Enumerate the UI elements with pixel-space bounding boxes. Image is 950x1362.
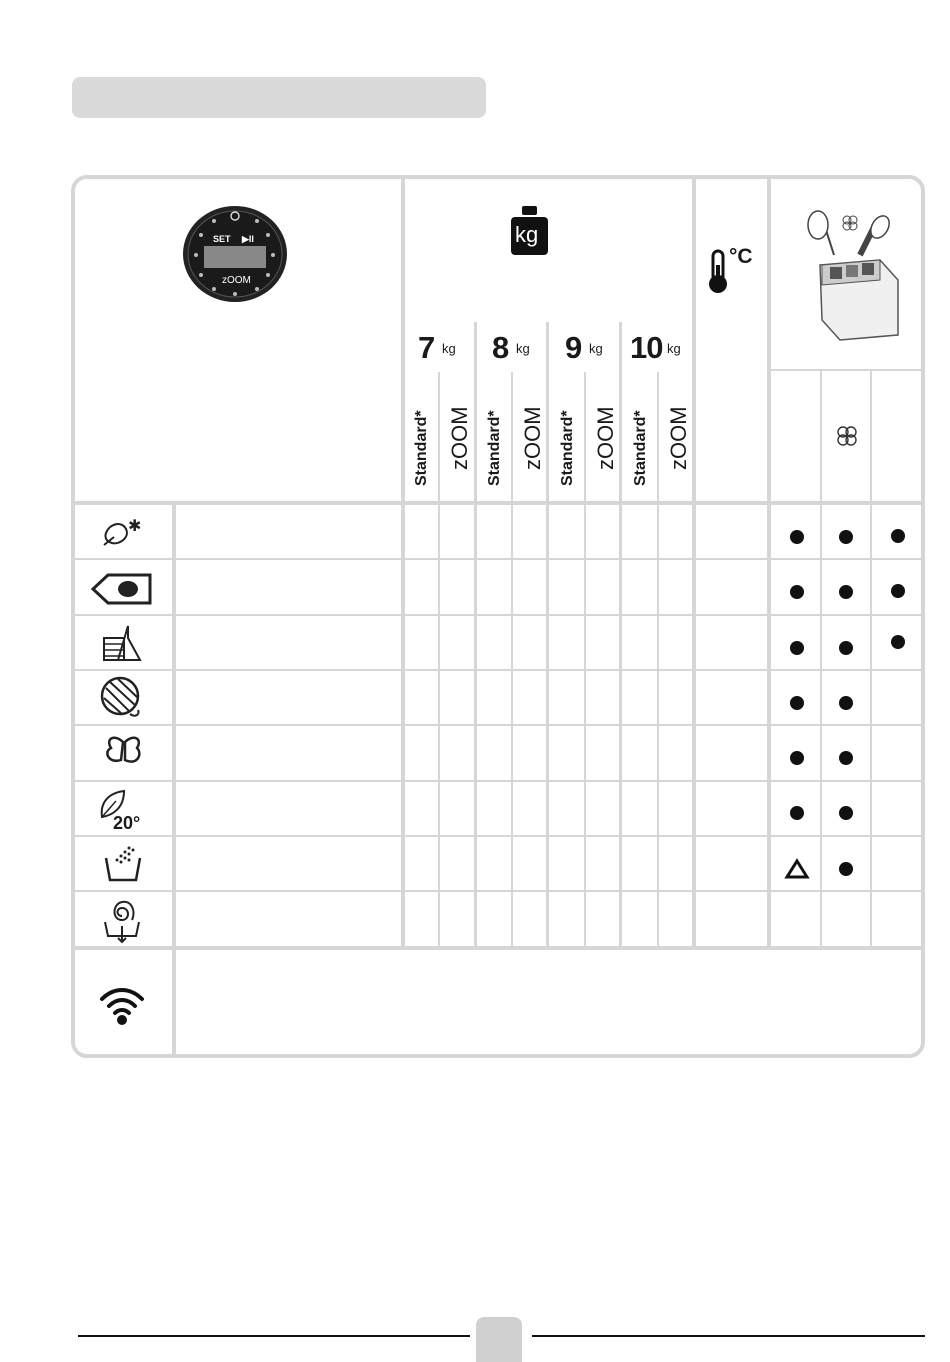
detergent-dot <box>839 641 853 655</box>
zoom-logo: zOOM <box>222 275 251 286</box>
zoom-label-7kg: zOOM <box>447 406 472 470</box>
grid-line <box>511 372 513 947</box>
play-pause-label: ▶II <box>242 234 254 244</box>
mixed-clean-icon <box>100 622 144 664</box>
spin-drain-icon <box>102 896 142 944</box>
standard-label-7kg: Standard* <box>413 410 430 486</box>
detergent-dot <box>839 751 853 765</box>
page-number-tab <box>476 1317 522 1362</box>
grid-line <box>75 501 921 505</box>
grid-line <box>820 370 822 947</box>
detergent-dot <box>839 696 853 710</box>
grid-line <box>584 372 586 947</box>
grid-line <box>619 322 622 947</box>
grid-line <box>75 614 921 616</box>
grid-line <box>75 835 921 837</box>
thermometer-icon <box>707 249 731 294</box>
detergent-dot <box>790 696 804 710</box>
grid-line <box>75 558 921 560</box>
wool-yarn-icon <box>100 676 142 720</box>
detergent-dot <box>891 584 905 598</box>
detergent-dot <box>891 635 905 649</box>
detergent-dot <box>790 530 804 544</box>
svg-text:✱: ✱ <box>128 518 142 535</box>
wifi-icon <box>98 985 146 1027</box>
standard-label-10kg: Standard* <box>632 410 649 486</box>
eco-20-label: 20° <box>113 813 141 833</box>
grid-line <box>870 370 872 947</box>
standard-label-8kg: Standard* <box>486 410 503 486</box>
rinse-icon <box>103 844 143 882</box>
softener-flower-icon <box>834 424 860 448</box>
grid-line <box>75 724 921 726</box>
control-dial-icon <box>182 205 288 303</box>
zoom-label-8kg: zOOM <box>520 406 545 470</box>
grid-line <box>75 946 921 950</box>
kg-icon-label: kg <box>515 222 539 247</box>
standard-label-9kg: Standard* <box>559 410 576 486</box>
zoom-label-10kg: zOOM <box>666 406 691 470</box>
detergent-dot <box>839 806 853 820</box>
detergent-dot <box>790 751 804 765</box>
zoom-label-9kg: zOOM <box>593 406 618 470</box>
footer-line-left <box>78 1335 470 1337</box>
grid-line <box>767 179 771 947</box>
grid-line <box>438 372 440 947</box>
grid-line <box>657 372 659 947</box>
detergent-dot <box>839 585 853 599</box>
detergent-dot <box>790 585 804 599</box>
set-label: SET <box>213 234 231 244</box>
load-7-unit: kg <box>442 341 456 356</box>
grid-line <box>172 503 176 1054</box>
grid-line <box>401 179 405 947</box>
grid-line <box>546 322 549 947</box>
grid-line <box>75 669 921 671</box>
load-10-unit: kg <box>667 341 681 356</box>
hygiene-icon <box>100 515 146 549</box>
load-10-number: 10 <box>630 330 663 365</box>
footer-line-right <box>532 1335 925 1337</box>
detergent-dot <box>790 806 804 820</box>
detergent-dot <box>839 530 853 544</box>
detergent-dot <box>790 641 804 655</box>
grid-line <box>771 369 921 371</box>
butterfly-delicates-icon <box>103 734 143 772</box>
grid-line <box>75 780 921 782</box>
load-8-unit: kg <box>516 341 530 356</box>
section-title-bar <box>72 77 486 118</box>
detergent-drawer-icon <box>800 205 900 345</box>
grid-line <box>692 179 696 947</box>
grid-line <box>474 322 477 947</box>
load-9-unit: kg <box>589 341 603 356</box>
weight-kg-icon <box>511 206 548 255</box>
load-8-number: 8 <box>492 330 509 365</box>
load-9-number: 9 <box>565 330 582 365</box>
detergent-dot <box>839 862 853 876</box>
load-7-number: 7 <box>418 330 435 365</box>
detergent-dot <box>891 529 905 543</box>
program-table <box>71 175 925 1058</box>
temperature-label: °C <box>729 245 753 268</box>
label-tag-icon <box>90 572 154 606</box>
optional-triangle-icon <box>784 858 810 880</box>
grid-line <box>75 890 921 892</box>
